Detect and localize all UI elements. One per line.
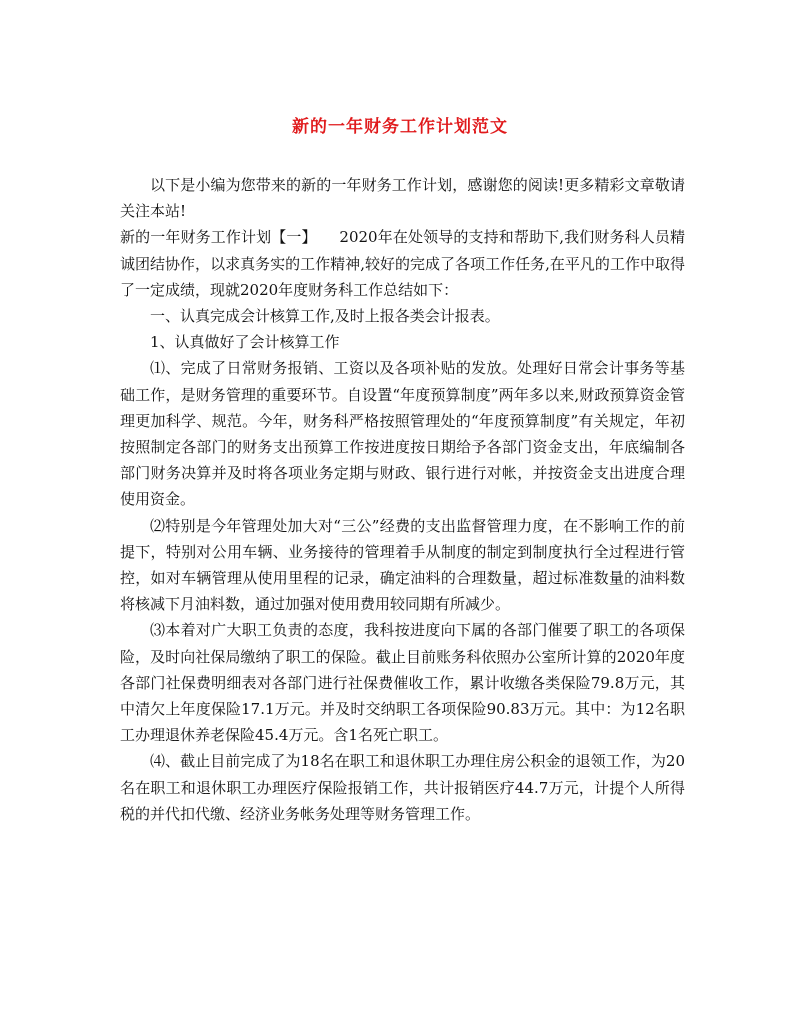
paragraph-intro: 以下是小编为您带来的新的一年财务工作计划，感谢您的阅读!更多精彩文章敬请关注本站! — [120, 176, 685, 221]
paragraph-plan-one: 新的一年财务工作计划【一】 2020年在处领导的支持和帮助下,我们财务科人员精诚团结协作，以求真务实的工作精神,较好的完成了各项工作任务,在平凡的工作中取得了一定成绩，现就2020年度财务科工作总结如下： — [120, 228, 685, 299]
document-body — [120, 172, 685, 827]
paragraph-item-4: ⑷、截止目前完成了为18名在职工和退休职工办理住房公积金的退领工作，为20名在职工和退休职工办理医疗保险报销工作，共计报销医疗44.7万元，计提个人所得税的并代扣代缴、经济业务帐务处理等财务管理工作。 — [120, 752, 685, 823]
paragraph-item-2: ⑵特别是今年管理处加大对“三公”经费的支出监督管理力度，在不影响工作的前提下，特别对公用车辆、业务接待的管理着手从制度的制定到制度执行全过程进行管控，如对车辆管理从使用里程的记录，确定油料的合理数量，超过标准数量的油料数将核减下月油料数，通过加强对使用费用较同期有所减少。 — [120, 516, 685, 614]
section-heading-accounting: 一、认真完成会计核算工作,及时上报各类会计报表。 — [150, 307, 500, 326]
paragraph-item-1: ⑴、完成了日常财务报销、工资以及各项补贴的发放。处理好日常会计事务等基础工作，是财务管理的重要环节。自设置“年度预算制度”两年多以来,财政预算资金管理更加科学、规范。今年，财务科严格按照管理处的“年度预算制度”有关规定，年初按照制定各部门的财务支出预算工作按进度按日期给予各部门资金支出，年底编制各部门财务决算并及时将各项业务定期与财政、银行进行对帐，并按资金支出进度合理使用资金。 — [120, 359, 685, 509]
subsection-heading-accounting: 1、认真做好了会计核算工作 — [150, 333, 340, 352]
document-title: 新的一年财务工作计划范文 — [292, 117, 508, 137]
paragraph-item-3: ⑶本着对广大职工负责的态度，我科按进度向下属的各部门催要了职工的各项保险，及时向社保局缴纳了职工的保险。截止目前账务科依照办公室所计算的2020年度各部门社保费明细表对各部门进行社保费催收工作，累计收缴各类保险79.8万元，其中清欠上年度保险17.1万元。并及时交纳职工各项保险90.83万元。其中：为12名职工办理退休养老保险45.4万元。含1名死亡职工。 — [120, 621, 685, 745]
